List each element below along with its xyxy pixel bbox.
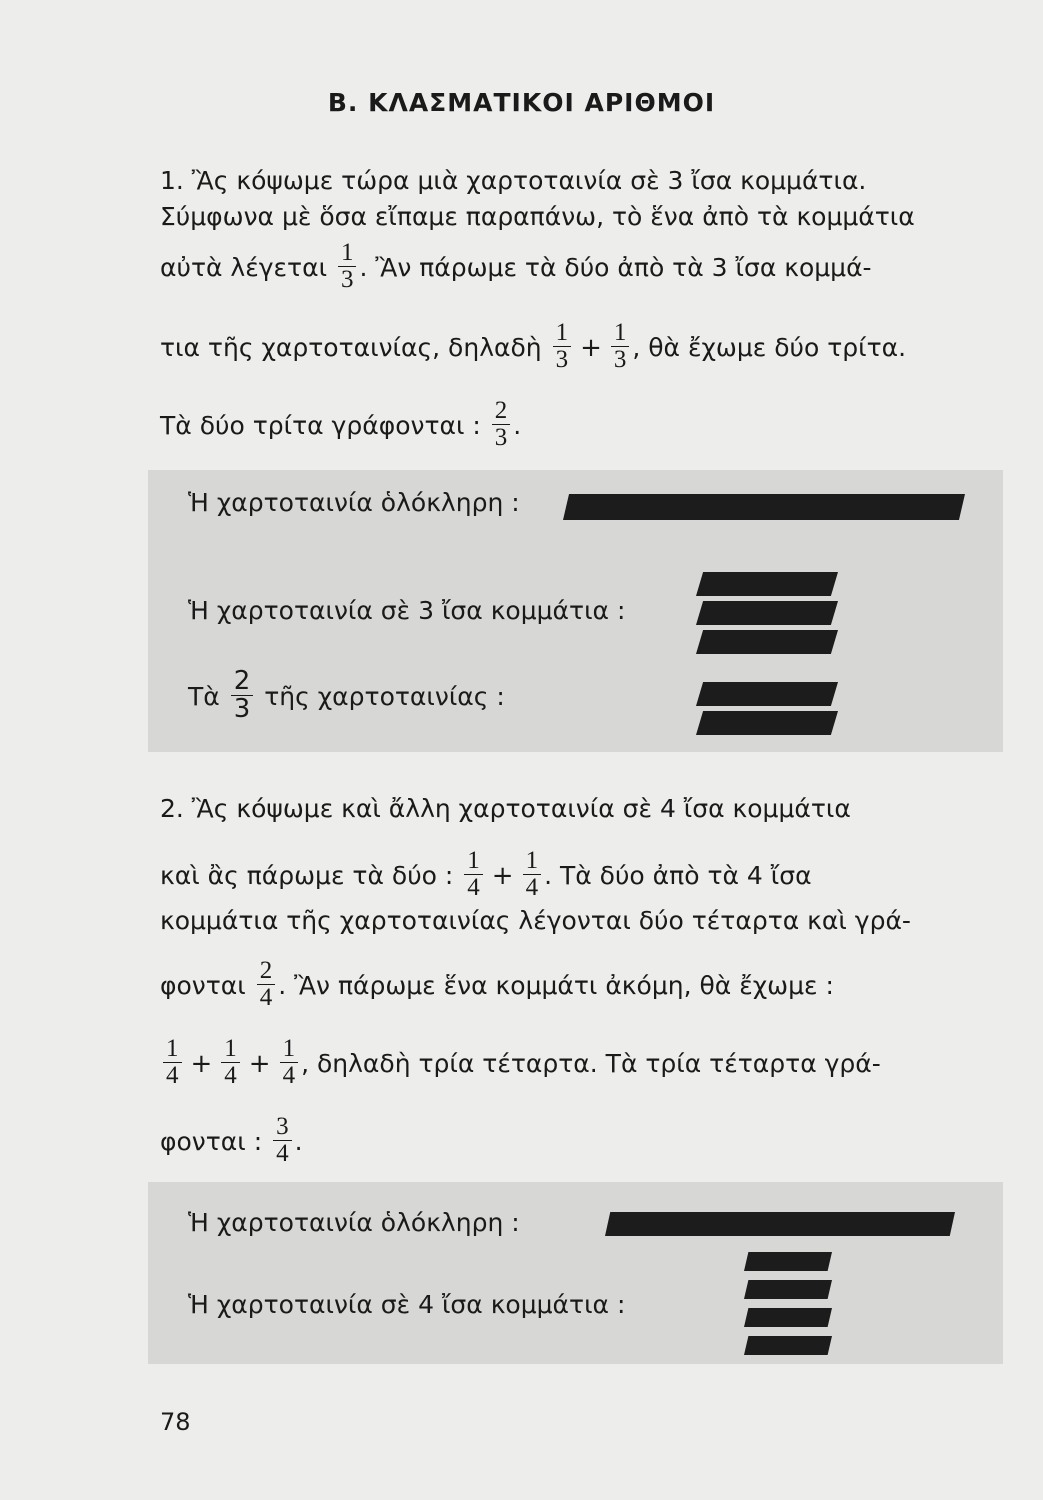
- denominator: 3: [613, 346, 627, 374]
- p2-line2-b: . Τὰ δύο ἀπὸ τὰ 4 ἴσα: [544, 860, 812, 890]
- selected-parts-label: [188, 666, 505, 726]
- p1-line3-a: αὐτὰ λέγεται: [160, 252, 328, 282]
- p1-line4: [160, 319, 1000, 376]
- fraction-one-fourth: [221, 1036, 240, 1090]
- fraction-one-third: [553, 320, 572, 374]
- p2-line4-b: . Ἂν πάρωμε ἕνα κομμάτι ἀκόμη, θὰ ἔχωμε :: [278, 970, 834, 1000]
- figure-fourths: [148, 1182, 1003, 1364]
- fraction-one-fourth: [464, 848, 483, 902]
- numerator: 1: [221, 1036, 240, 1063]
- p2-line5-b: , δηλαδὴ τρία τέταρτα. Τὰ τρία τέταρτα γρά-: [301, 1048, 881, 1078]
- numerator: 1: [280, 1036, 299, 1063]
- strip-piece-selected: [696, 711, 838, 735]
- numerator: 1: [464, 848, 483, 875]
- p2-line2-a: καὶ ἂς πάρωμε τὰ δύο :: [160, 860, 454, 890]
- figure-thirds: [148, 470, 1003, 752]
- strip-piece: [696, 630, 838, 654]
- p2-line3: [160, 908, 1000, 933]
- denominator: 4: [282, 1062, 296, 1090]
- selected-parts-label-a: Τὰ: [188, 681, 220, 711]
- p1-line4-b: , θὰ ἔχωμε δύο τρίτα.: [632, 332, 907, 362]
- page-number: 78: [160, 1408, 191, 1436]
- plus-sign: +: [491, 860, 514, 891]
- p1-line3: [160, 239, 1000, 296]
- p2-line1: [160, 796, 1000, 821]
- pieces-strip-label: Ἡ χαρτοταινία σὲ 3 ἴσα κομμάτια :: [188, 596, 626, 625]
- p1-line5-b: .: [513, 410, 522, 440]
- plus-sign: +: [248, 1048, 271, 1079]
- fraction-one-fourth: [280, 1036, 299, 1090]
- p2-line5: [160, 1035, 1000, 1092]
- fraction-three-fourths: [273, 1114, 292, 1168]
- strip-piece: [744, 1252, 832, 1271]
- whole-strip: [563, 494, 965, 520]
- denominator: 3: [233, 694, 251, 725]
- p2-line4-a: φονται: [160, 970, 246, 1000]
- p1-line1-text: 1. Ἂς κόψωμε τώρα μιὰ χαρτοταινία σὲ 3 ἴσα κομμάτια.: [160, 166, 867, 195]
- fraction-two-thirds: [231, 668, 254, 724]
- p1-line3-b: . Ἂν πάρωμε τὰ δύο ἀπὸ τὰ 3 ἴσα κομμά-: [359, 252, 872, 282]
- p1-line1: [160, 168, 1000, 193]
- selected-parts-label-b: τῆς χαρτοταινίας :: [264, 681, 505, 711]
- plus-sign: +: [190, 1048, 213, 1079]
- numerator: 1: [338, 240, 357, 267]
- p1-line4-a: τια τῆς χαρτοταινίας, δηλαδὴ: [160, 332, 542, 362]
- p1-line2: [160, 204, 1000, 229]
- denominator: 3: [494, 424, 508, 452]
- strip-piece: [744, 1336, 832, 1355]
- fraction-one-third: [338, 240, 357, 294]
- section-title: Β. ΚΛΑΣΜΑΤΙΚΟΙ ΑΡΙΘΜΟΙ: [327, 88, 716, 117]
- fraction-one-third: [611, 320, 630, 374]
- p1-line2-text: Σύμφωνα μὲ ὅσα εἴπαμε παραπάνω, τὸ ἕνα ἀπὸ τὰ κομμάτια: [160, 202, 915, 231]
- denominator: 3: [340, 266, 354, 294]
- whole-strip: [605, 1212, 955, 1236]
- numerator: 1: [553, 320, 572, 347]
- whole-strip-label: Ἡ χαρτοταινία ὁλόκληρη :: [188, 1208, 520, 1237]
- pieces-strip-label: Ἡ χαρτοταινία σὲ 4 ἴσα κομμάτια :: [188, 1290, 626, 1319]
- numerator: 1: [611, 320, 630, 347]
- p2-line3-text: κομμάτια τῆς χαρτοταινίας λέγονται δύο τέταρτα καὶ γρά-: [160, 906, 911, 935]
- p2-line6: [160, 1113, 1000, 1170]
- p1-line5-a: Τὰ δύο τρίτα γράφονται :: [160, 410, 481, 440]
- p2-line2: [160, 847, 1000, 904]
- fraction-one-fourth: [163, 1036, 182, 1090]
- strip-piece: [744, 1280, 832, 1299]
- fraction-two-fourths: [257, 958, 276, 1012]
- strip-piece: [744, 1308, 832, 1327]
- p2-line1-text: 2. Ἂς κόψωμε καὶ ἄλλη χαρτοταινία σὲ 4 ἴσα κομμάτια: [160, 794, 851, 823]
- denominator: 4: [467, 874, 480, 902]
- denominator: 4: [525, 874, 539, 902]
- numerator: 2: [492, 398, 511, 425]
- p2-line4: [160, 957, 1000, 1014]
- numerator: 2: [231, 668, 254, 696]
- denominator: 4: [259, 984, 273, 1012]
- numerator: 2: [257, 958, 276, 985]
- numerator: 3: [273, 1114, 292, 1141]
- strip-piece: [696, 572, 838, 596]
- p2-line6-b: .: [294, 1126, 303, 1156]
- denominator: 4: [166, 1062, 179, 1090]
- strip-piece-selected: [696, 682, 838, 706]
- numerator: 1: [523, 848, 542, 875]
- numerator: 1: [163, 1036, 182, 1063]
- plus-sign: +: [580, 332, 602, 363]
- p1-line5: [160, 397, 1000, 454]
- fraction-one-fourth: [523, 848, 542, 902]
- denominator: 4: [276, 1140, 289, 1168]
- strip-piece: [696, 601, 838, 625]
- whole-strip-label: Ἡ χαρτοταινία ὁλόκληρη :: [188, 488, 520, 517]
- p2-line6-a: φονται :: [160, 1126, 263, 1156]
- denominator: 3: [555, 346, 569, 374]
- fraction-two-thirds: [492, 398, 511, 452]
- denominator: 4: [224, 1062, 237, 1090]
